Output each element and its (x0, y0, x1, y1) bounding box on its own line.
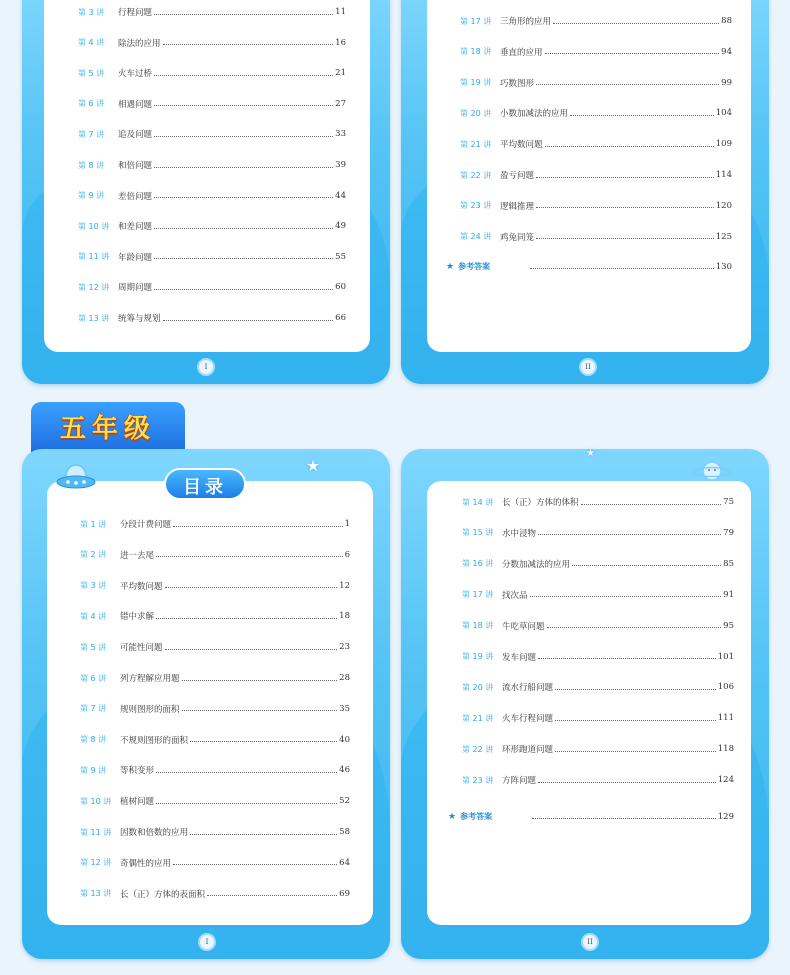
dot-leader (530, 268, 714, 269)
dot-leader (156, 803, 337, 804)
dot-leader (207, 895, 337, 896)
lecture-title: 列方程解应用题 (120, 674, 180, 684)
lecture-number: 第 5 讲 (80, 642, 107, 652)
toc-entry[interactable] (460, 15, 732, 27)
dot-leader (553, 23, 719, 24)
lecture-title: 不规则图形的面积 (120, 735, 189, 746)
toc-entry[interactable] (78, 67, 346, 79)
dot-leader (173, 864, 337, 865)
page-number: 46 (339, 765, 350, 776)
page-number: 124 (717, 775, 734, 786)
dot-leader (190, 834, 337, 835)
page-number: 44 (335, 190, 346, 201)
toc-entry[interactable] (80, 764, 350, 776)
page-number: 114 (715, 170, 732, 180)
catalog-badge (164, 468, 246, 500)
toc-entry[interactable] (462, 589, 734, 601)
toc-entry[interactable] (460, 138, 732, 150)
dot-leader (165, 587, 338, 588)
catalog-label: 目录 (183, 477, 227, 498)
lecture-title: 规则图形的面积 (120, 704, 180, 715)
lecture-number: 第 18 讲 (462, 621, 494, 631)
lecture-number: 第 10 讲 (80, 796, 112, 806)
dot-leader (154, 75, 333, 76)
dot-leader (163, 320, 334, 321)
lecture-number: 第 8 讲 (78, 160, 105, 170)
lecture-title: 小数加减法的应用 (500, 109, 569, 120)
page-number: 91 (723, 589, 734, 600)
lecture-title: 植树问题 (120, 797, 155, 808)
toc-entry[interactable] (460, 46, 732, 58)
star-icon: ★ (446, 261, 455, 272)
lecture-number: 第 20 讲 (460, 108, 492, 118)
dot-leader (154, 289, 333, 290)
lecture-number: 第 22 讲 (460, 170, 492, 180)
toc-entry[interactable] (80, 734, 350, 746)
lecture-title: 长（正）方体的表面积 (120, 889, 206, 900)
lecture-title: 因数和倍数的应用 (120, 828, 189, 838)
lecture-number: 第 2 讲 (80, 550, 107, 560)
lecture-number: 第 3 讲 (80, 581, 107, 591)
lecture-title: 三角形的应用 (500, 17, 552, 27)
lecture-number: 第 8 讲 (80, 735, 107, 745)
page-number: 6 (344, 549, 350, 560)
lecture-title: 方阵问题 (502, 776, 537, 787)
lecture-number: 第 24 讲 (460, 232, 492, 242)
dot-leader (154, 167, 333, 168)
lecture-title: 平均数问题 (120, 581, 163, 592)
dot-leader (555, 689, 716, 690)
planet-icon (692, 458, 732, 484)
page-number: 125 (715, 231, 732, 242)
lecture-number: 第 23 讲 (462, 775, 494, 785)
star-icon: ★ (448, 811, 457, 822)
toc-entry[interactable] (80, 888, 350, 900)
lecture-number: 第 21 讲 (460, 139, 492, 149)
lecture-title: 周期问题 (118, 283, 153, 294)
lecture-number: 第 13 讲 (80, 889, 112, 899)
lecture-number: 第 4 讲 (78, 38, 105, 48)
lecture-title: 盈亏问题 (500, 171, 535, 181)
dot-leader (156, 618, 337, 619)
dot-leader (536, 207, 714, 208)
page-number: 11 (335, 7, 346, 17)
lecture-number: 第 20 讲 (462, 682, 494, 692)
toc-entry[interactable] (462, 743, 734, 755)
toc-entry[interactable] (80, 641, 350, 653)
dot-leader (530, 596, 722, 597)
toc-entry[interactable] (462, 496, 734, 508)
toc-entry[interactable] (460, 169, 732, 181)
lecture-title: 分段计费问题 (120, 520, 172, 530)
dot-leader (154, 258, 333, 259)
dot-leader (163, 44, 334, 45)
dot-leader (538, 782, 716, 783)
dot-leader (154, 105, 333, 106)
page-number: 49 (335, 221, 346, 232)
lecture-title: 分数加减法的应用 (502, 559, 571, 570)
page-number: 16 (335, 37, 346, 48)
lecture-title: 相遇问题 (118, 99, 153, 110)
page-number: 109 (715, 139, 732, 150)
lecture-number: 第 11 讲 (78, 252, 110, 262)
lecture-title: 发车问题 (502, 652, 537, 663)
dot-leader (570, 115, 714, 116)
grade-tag (31, 402, 185, 452)
lecture-number: 第 7 讲 (78, 129, 105, 139)
page-number: 52 (339, 796, 350, 807)
lecture-title: 行程问题 (118, 8, 153, 18)
page-number: 18 (339, 611, 350, 622)
page-number: 85 (723, 558, 734, 569)
lecture-title: 鸡兔同笼 (500, 232, 535, 243)
answers-label: 参考答案 (458, 262, 491, 272)
toc-entry[interactable] (80, 518, 350, 530)
dot-leader (572, 565, 721, 566)
page-number: 64 (339, 857, 350, 868)
toc-screen-bottom-right (427, 481, 751, 925)
dot-leader (545, 146, 714, 147)
lecture-title: 牛吃草问题 (502, 621, 545, 632)
toc-entry[interactable] (80, 549, 350, 561)
lecture-title: 流水行船问题 (502, 683, 554, 694)
lecture-title: 和差问题 (118, 222, 153, 233)
page-number: 95 (723, 620, 734, 631)
page-number: 39 (335, 160, 346, 170)
star-icon: ★ (306, 456, 321, 475)
lecture-title: 可能性问题 (120, 643, 163, 654)
lecture-number: 第 9 讲 (78, 191, 105, 201)
lecture-title: 长（正）方体的体积 (502, 498, 579, 508)
dot-leader (156, 556, 343, 557)
toc-entry[interactable] (78, 128, 346, 140)
dot-leader (545, 53, 720, 54)
page-number: 55 (335, 251, 346, 262)
toc-entry[interactable] (462, 774, 734, 786)
lecture-title: 水中浸物 (502, 528, 537, 539)
toc-entry[interactable] (80, 826, 350, 838)
toc-entry[interactable] (462, 712, 734, 724)
lecture-number: 第 1 讲 (80, 519, 107, 529)
lecture-title: 统筹与规划 (118, 314, 161, 324)
page-number: 106 (717, 682, 734, 693)
page-number: 79 (723, 527, 734, 538)
toc-entry[interactable] (80, 795, 350, 807)
page-number: 66 (335, 313, 346, 323)
lecture-number: 第 18 讲 (460, 47, 492, 57)
lecture-number: 第 15 讲 (462, 528, 494, 538)
lecture-number: 第 6 讲 (78, 99, 105, 109)
lecture-number: 第 21 讲 (462, 713, 494, 723)
page-number: 120 (715, 200, 732, 211)
lecture-title: 除法的应用 (118, 38, 161, 49)
lecture-title: 错中求解 (120, 612, 155, 623)
lecture-number: 第 17 讲 (460, 16, 492, 26)
toc-entry[interactable] (80, 857, 350, 869)
lecture-title: 进一去尾 (120, 550, 155, 561)
dot-leader (555, 751, 716, 752)
grade-label: 五年级 (59, 414, 156, 444)
dot-leader (536, 84, 719, 85)
dot-leader (190, 741, 337, 742)
page-number: 60 (335, 282, 346, 293)
page-number: 27 (335, 98, 346, 109)
page-number: 12 (339, 580, 350, 591)
answers-label: 参考答案 (460, 812, 493, 821)
page-number: 75 (723, 497, 734, 507)
toc-entry[interactable] (78, 6, 346, 18)
dot-leader (538, 658, 716, 659)
toc-entry[interactable] (78, 281, 346, 293)
page-number-button[interactable]: I (198, 933, 216, 951)
lecture-title: 火车行程问题 (502, 714, 554, 725)
toc-entry[interactable] (78, 251, 346, 263)
page-number: 104 (715, 108, 732, 119)
dot-leader (154, 14, 333, 15)
lecture-title: 垂直的应用 (500, 47, 543, 58)
dot-leader (532, 818, 716, 819)
toc-entry[interactable] (80, 580, 350, 592)
lecture-number: 第 4 讲 (80, 611, 107, 621)
toc-entry[interactable] (460, 77, 732, 89)
page-number: 35 (339, 703, 350, 714)
toc-entry[interactable] (460, 231, 732, 243)
lecture-number: 第 23 讲 (460, 201, 492, 211)
page-number: 111 (717, 713, 734, 724)
lecture-title: 平均数问题 (500, 140, 543, 151)
dot-leader (555, 720, 716, 721)
page-number: 28 (339, 673, 350, 683)
page-number: 33 (335, 129, 346, 140)
lecture-number: 第 12 讲 (80, 858, 112, 868)
dot-leader (182, 680, 338, 681)
dot-leader (547, 627, 722, 628)
toc-entry[interactable] (462, 558, 734, 570)
tablet-bottom-right (401, 449, 769, 959)
toc-entry[interactable] (78, 159, 346, 171)
toc-entry[interactable] (460, 200, 732, 212)
lecture-number: 第 14 讲 (462, 497, 494, 507)
lecture-number: 第 10 讲 (78, 221, 110, 231)
toc-entry[interactable] (78, 220, 346, 232)
toc-entry[interactable] (80, 610, 350, 622)
lecture-number: 第 9 讲 (80, 765, 107, 775)
lecture-number: 第 17 讲 (462, 590, 494, 600)
lecture-title: 逻辑推理 (500, 201, 535, 212)
lecture-number: 第 7 讲 (80, 704, 107, 714)
dot-leader (182, 710, 338, 711)
page-number: 101 (717, 651, 734, 662)
toc-entry[interactable] (462, 620, 734, 632)
lecture-number: 第 16 讲 (462, 559, 494, 569)
lecture-number: 第 19 讲 (462, 652, 494, 661)
page-number: 130 (715, 261, 732, 272)
toc-entry[interactable] (462, 527, 734, 539)
dot-leader (156, 772, 337, 773)
toc-entry[interactable] (80, 672, 350, 684)
page-number: 94 (721, 46, 732, 57)
page-number: 40 (339, 734, 350, 745)
ufo-icon (56, 454, 96, 496)
lecture-title: 环形跑道问题 (502, 745, 554, 756)
page-number: 99 (721, 77, 732, 88)
dot-leader (154, 136, 333, 137)
lecture-number: 第 19 讲 (460, 78, 492, 88)
dot-leader (154, 197, 333, 198)
dot-leader (538, 534, 721, 535)
lecture-number: 第 13 讲 (78, 313, 110, 323)
toc-entry[interactable] (78, 312, 346, 324)
page-number: 118 (717, 744, 734, 755)
lecture-title: 找次品 (502, 590, 528, 601)
answers-entry[interactable] (446, 261, 732, 272)
lecture-title: 差倍问题 (118, 191, 153, 202)
page-number: 1 (344, 519, 350, 529)
toc-entry[interactable] (78, 190, 346, 202)
lecture-number: 第 3 讲 (78, 7, 105, 17)
toc-entry[interactable] (462, 681, 734, 693)
page-number: 88 (721, 16, 732, 26)
toc-entry[interactable] (78, 37, 346, 49)
page-number: 23 (339, 642, 350, 653)
lecture-title: 巧数图形 (500, 78, 535, 89)
star-icon: ★ (586, 448, 595, 459)
toc-entry[interactable] (462, 651, 734, 663)
lecture-title: 火车过桥 (118, 69, 153, 80)
dot-leader (154, 228, 333, 229)
dot-leader (536, 238, 714, 239)
lecture-title: 奇偶性的应用 (120, 858, 172, 869)
page-number-button[interactable]: II (579, 358, 597, 376)
lecture-number: 第 22 讲 (462, 744, 494, 754)
dot-leader (173, 526, 343, 527)
page-number: 69 (339, 888, 350, 899)
page-number-button[interactable]: I (197, 358, 215, 376)
toc-entry[interactable] (80, 703, 350, 715)
dot-leader (536, 177, 714, 178)
toc-screen-top-left (44, 0, 370, 352)
page-number: 129 (717, 811, 734, 822)
lecture-title: 等积变形 (120, 766, 155, 777)
dot-leader (581, 504, 722, 505)
lecture-number: 第 5 讲 (78, 68, 105, 78)
lecture-title: 追及问题 (118, 130, 153, 141)
lecture-number: 第 11 讲 (80, 827, 112, 837)
toc-entry[interactable] (460, 107, 732, 119)
lecture-title: 和倍问题 (118, 161, 153, 171)
page-number-button[interactable]: II (581, 933, 599, 951)
answers-entry[interactable] (448, 811, 734, 822)
lecture-number: 第 12 讲 (78, 282, 110, 292)
toc-entry[interactable] (78, 98, 346, 110)
lecture-number: 第 6 讲 (80, 673, 107, 683)
page-number: 21 (335, 68, 346, 79)
page-number: 58 (339, 827, 350, 837)
lecture-title: 年龄问题 (118, 252, 153, 263)
dot-leader (165, 649, 338, 650)
